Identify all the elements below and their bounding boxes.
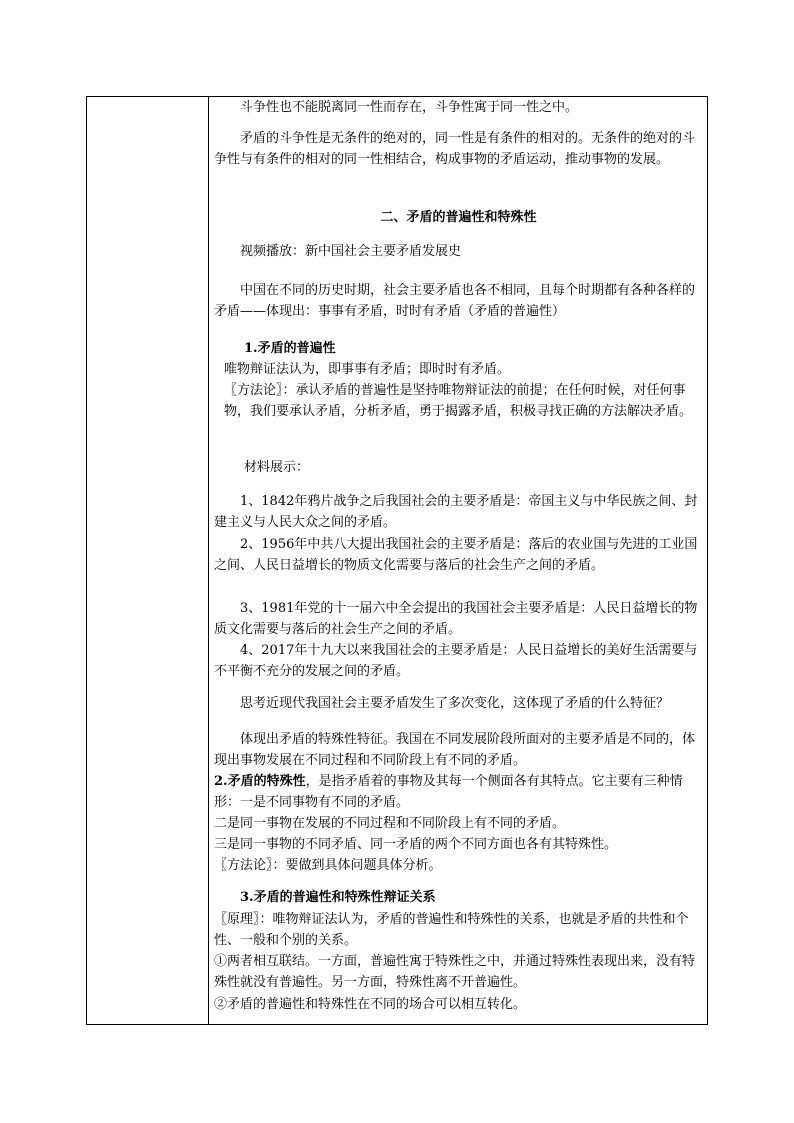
paragraph-particularity-def: 2.矛盾的特殊性，是指矛盾着的事物及其每一个侧面各有其特点。它主要有三种情形：一是不同事物有不同的矛盾。 <box>214 774 683 810</box>
paragraph-video: 视频播放：新中国社会主要矛盾发展史 <box>240 244 462 259</box>
material-item-1981: 3、1981年党的十一届六中全会提出的我国社会主要矛盾是：人民日益增长的物质文化需要与落后的社会生产之间的矛盾。 <box>214 601 698 637</box>
paragraph-think-question: 思考近现代我国社会主要矛盾发生了多次变化，这体现了矛盾的什么特征？ <box>240 696 670 711</box>
subheading-dialectical-relation: 3.矛盾的普遍性和特殊性辩证关系 <box>240 890 436 905</box>
material-item-1956: 2、1956年中共八大提出我国社会的主要矛盾是：落后的农业国与先进的工业国之间、人民日益增长的物质文化需要与落后的社会生产之间的矛盾。 <box>214 537 698 573</box>
column-divider <box>208 97 209 1024</box>
paragraph-struggle-unity: 斗争性也不能脱离同一性而存在，斗争性寓于同一性之中。 <box>240 100 579 115</box>
section-heading: 二、矛盾的普遍性和特殊性 <box>380 210 537 225</box>
paragraph-case-three: 三是同一事物的不同矛盾、同一矛盾的两个不同方面也各有其特殊性。 <box>214 837 618 852</box>
subheading-universality: 1.矛盾的普遍性 <box>244 341 336 356</box>
subheading-particularity: 2.矛盾的特殊性 <box>214 774 306 789</box>
paragraph-interconnection: ①两者相互联结。一方面，普遍性寓于特殊性之中，并通过特殊性表现出来，没有特殊性就没有普遍性。另一方面，特殊性离不开普遍性。 <box>214 954 696 990</box>
material-item-1842: 1、1842年鸦片战争之后我国社会的主要矛盾是：帝国主义与中华民族之间、封建主义与人民大众之间的矛盾。 <box>214 494 698 530</box>
paragraph-universality-method: 〖方法论〗：承认矛盾的普遍性是坚持唯物辩证法的前提；在任何时候，对任何事物，我们要承认矛盾，分析矛盾，勇于揭露矛盾，积极寻找正确的方法解决矛盾。 <box>224 383 693 419</box>
paragraph-particularity-method: 〖方法论〗：要做到具体问题具体分析。 <box>214 858 442 873</box>
paragraph-china-history: 中国在不同的历史时期，社会主要矛盾也各不相同，且每个时期都有各种各样的矛盾——体现出：事事有矛盾，时时有矛盾（矛盾的普遍性） <box>214 283 696 319</box>
paragraph-principle: 〖原理〗：唯物辩证法认为，矛盾的普遍性和特殊性的关系，也就是矛盾的共性和个性、一般和个别的关系。 <box>214 912 689 948</box>
paragraph-transformation: ②矛盾的普遍性和特殊性在不同的场合可以相互转化。 <box>214 997 527 1012</box>
paragraph-particularity-answer: 体现出矛盾的特殊性特征。我国在不同发展阶段所面对的主要矛盾是不同的，体现出事物发展在不同过程和不同阶段上有不同的矛盾。 <box>214 732 696 768</box>
material-item-2017: 4、2017年十九大以来我国社会的主要矛盾是：人民日益增长的美好生活需要与不平衡不充分的发展之间的矛盾。 <box>214 643 698 679</box>
paragraph-material-label: 材料展示： <box>244 460 310 475</box>
paragraph-case-two: 二是同一事物在发展的不同过程和不同阶段上有不同的矛盾。 <box>214 816 566 831</box>
paragraph-universality-def: 唯物辩证法认为，即事事有矛盾；即时时有矛盾。 <box>224 362 511 377</box>
paragraph-absolute-relative: 矛盾的斗争性是无条件的绝对的，同一性是有条件的相对的。无条件的绝对的斗争性与有条件的相对的同一性相结合，构成事物的矛盾运动，推动事物的发展。 <box>214 131 696 167</box>
